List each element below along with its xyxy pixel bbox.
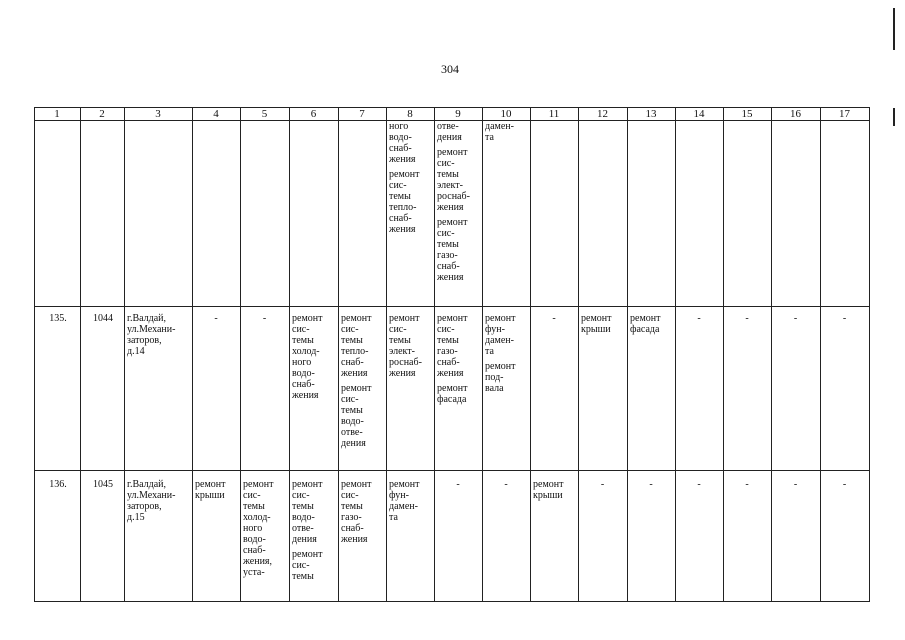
empty-dash: -	[552, 313, 556, 324]
table-cell	[195, 479, 239, 501]
cell-paragraph: ремонт фун- дамен- та	[389, 479, 420, 523]
table-cell	[243, 479, 288, 578]
address: г.Валдай, ул.Механи- заторов, д.14	[127, 313, 176, 357]
table-col-border	[240, 107, 241, 601]
table-cell	[437, 121, 481, 283]
column-header: 9	[455, 108, 461, 120]
record-id: 1044	[93, 313, 113, 324]
table-col-border	[771, 107, 772, 601]
cell-paragraph: ремонт фасада	[630, 313, 661, 335]
column-header: 5	[261, 108, 268, 120]
column-header: 6	[310, 108, 317, 120]
empty-dash: -	[456, 479, 460, 490]
empty-dash: -	[697, 313, 701, 324]
cell-paragraph: ремонт крыши	[581, 313, 612, 335]
column-header: 1	[54, 108, 60, 120]
table-col-border	[434, 107, 435, 601]
column-header: 13	[645, 108, 657, 120]
table-cell	[341, 479, 385, 545]
column-header: 15	[741, 108, 753, 120]
table-col-border	[820, 107, 821, 601]
record-id: 1045	[93, 479, 113, 490]
table-cell	[581, 313, 626, 335]
cell-paragraph: ремонт под- вала	[485, 361, 516, 394]
cell-paragraph: ремонт сис- темы газо- снаб- жения	[437, 217, 468, 283]
cell-paragraph: ремонт фасада	[437, 383, 468, 405]
table-col-border	[289, 107, 290, 601]
empty-dash: -	[793, 479, 798, 490]
table-col-border	[386, 107, 387, 601]
table-col-border	[80, 107, 81, 601]
column-header: 17	[839, 108, 850, 120]
column-header: 16	[790, 108, 801, 120]
table-row-border	[34, 306, 870, 307]
empty-dash: -	[504, 479, 508, 490]
table-cell	[292, 313, 337, 401]
empty-dash: -	[697, 479, 701, 490]
cell-paragraph: ремонт крыши	[533, 479, 564, 501]
column-header: 10	[500, 108, 512, 120]
empty-dash: -	[842, 479, 847, 490]
cell-paragraph: ремонт сис- темы газо- снаб- жения	[341, 479, 372, 545]
table-cell	[292, 479, 337, 582]
column-header: 8	[407, 108, 413, 120]
empty-dash: -	[262, 313, 267, 324]
table-col-border	[627, 107, 628, 601]
table-cell	[630, 313, 674, 335]
table-cell	[341, 313, 385, 449]
table-cell	[485, 313, 529, 394]
cell-paragraph: ремонт крыши	[195, 479, 226, 501]
cell-paragraph: ремонт сис- темы	[292, 549, 323, 582]
column-header: 4	[213, 108, 219, 120]
column-header: 3	[155, 108, 161, 120]
empty-dash: -	[649, 479, 653, 490]
cell-paragraph: ремонт сис- темы газо- снаб- жения	[437, 313, 468, 379]
cell-paragraph: дамен- та	[485, 121, 514, 143]
table-col-border	[124, 107, 125, 601]
address: г.Валдай, ул.Механи- заторов, д.15	[127, 479, 176, 523]
table-cell	[389, 313, 433, 379]
column-header: 7	[359, 108, 365, 120]
table-col-border	[34, 107, 35, 601]
table-col-border	[675, 107, 676, 601]
cell-paragraph: отве- дения	[437, 121, 462, 143]
cell-paragraph: ремонт сис- темы элект- роснаб- жения	[437, 147, 470, 213]
page-number: 304	[441, 62, 459, 76]
cell-paragraph: ремонт сис- темы холод- ного водо- снаб- жения	[292, 313, 323, 401]
cell-paragraph: ремонт фун- дамен- та	[485, 313, 516, 357]
table-col-border	[578, 107, 579, 601]
table-cell	[437, 313, 481, 405]
cell-paragraph: ремонт сис- темы тепло- снаб- жения	[389, 169, 420, 235]
table-cell	[389, 479, 433, 523]
column-header: 2	[99, 108, 105, 120]
table-col-border	[869, 107, 870, 601]
cell-paragraph: ремонт сис- темы холод- ного водо- снаб- жения, уста-	[243, 479, 274, 578]
table-cell	[533, 479, 577, 501]
table-row-border	[34, 470, 870, 471]
empty-dash: -	[842, 313, 847, 324]
cell-paragraph: ремонт сис- темы водо- отве- дения	[341, 383, 372, 449]
table-col-border	[338, 107, 339, 601]
table-col-border	[530, 107, 531, 601]
empty-dash: -	[793, 313, 798, 324]
cell-paragraph: ремонт сис- темы тепло- снаб- жения	[341, 313, 372, 379]
row-number: 135.	[49, 313, 67, 324]
empty-dash: -	[745, 313, 749, 324]
column-header: 14	[693, 108, 705, 120]
table-col-border	[482, 107, 483, 601]
table-cell	[389, 121, 433, 235]
row-number: 136.	[49, 479, 67, 490]
column-header: 12	[597, 108, 608, 120]
cell-paragraph: ремонт сис- темы элект- роснаб- жения	[389, 313, 422, 379]
table-col-border	[723, 107, 724, 601]
cell-paragraph: ного водо- снаб- жения	[389, 121, 416, 165]
empty-dash: -	[214, 313, 218, 324]
cell-paragraph: ремонт сис- темы водо- отве- дения	[292, 479, 323, 545]
empty-dash: -	[745, 479, 749, 490]
table-cell	[485, 121, 529, 143]
column-header: 11	[548, 108, 560, 120]
empty-dash: -	[600, 479, 605, 490]
table-row-border	[34, 601, 870, 602]
